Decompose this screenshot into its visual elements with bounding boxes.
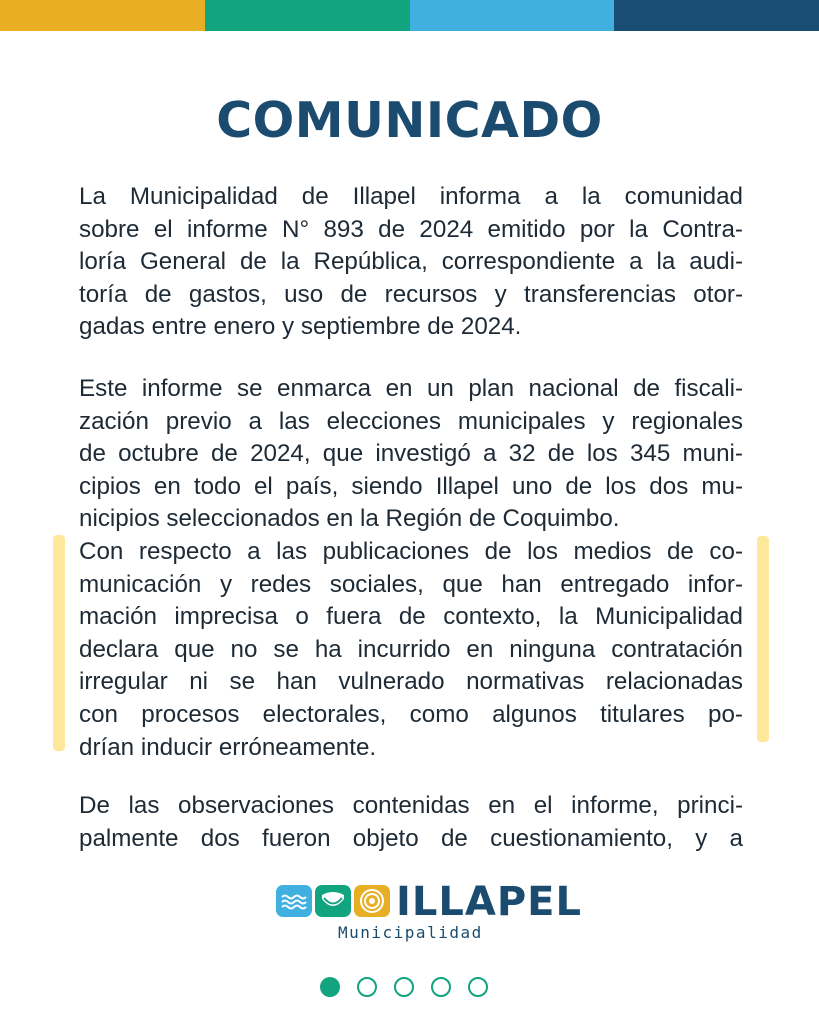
text-line: nicipios seleccionados en la Región de Coquimbo. — [79, 505, 620, 533]
text-line: toría de gastos, uso de recursos y transferencias otor- — [79, 280, 743, 308]
illapel-logo — [276, 879, 582, 944]
text-line: loría General de la República, correspondiente a la audi- — [79, 248, 743, 276]
logo-wordmark: ILLAPEL — [396, 879, 582, 925]
pagination-dot-1[interactable] — [320, 977, 340, 997]
text-line: drían inducir erróneamente. — [79, 733, 377, 761]
top-bar-segment-light-blue — [410, 0, 615, 31]
text-line: zación previo a las elecciones municipales y regionales — [79, 407, 743, 435]
logo-icons — [276, 885, 390, 917]
highlight-mark-left — [53, 535, 65, 751]
top-bar-segment-yellow — [0, 0, 205, 31]
pagination-dot-3[interactable] — [394, 977, 414, 997]
pagination-dot-2[interactable] — [357, 977, 377, 997]
page-title: COMUNICADO — [216, 92, 603, 149]
logo-subtitle: Municipalidad — [338, 923, 483, 942]
paragraph-context — [79, 373, 743, 764]
text-line: cipios en todo el país, siendo Illapel uno de los dos mu- — [79, 472, 743, 500]
top-color-bar — [0, 0, 819, 31]
sun-icon — [354, 885, 390, 917]
text-line: irregular ni se han vulnerado normativas relacionadas — [79, 668, 743, 696]
text-line: con procesos electorales, como algunos titulares po- — [79, 700, 743, 728]
text-line: Este informe se enmarca en un plan nacional de fiscali- — [79, 375, 743, 402]
text-line: municación y redes sociales, que han entregado infor- — [79, 570, 743, 598]
text-line: mación imprecisa o fuera de contexto, la Municipalidad — [79, 603, 743, 631]
text-line: La Municipalidad de Illapel informa a la comunidad — [79, 183, 743, 210]
text-line: palmente dos fueron objeto de cuestionamiento, y a — [79, 824, 743, 852]
text-line: Con respecto a las publicaciones de los medios de co- — [79, 537, 743, 565]
paragraph-intro — [79, 181, 743, 344]
text-line: gadas entre enero y septiembre de 2024. — [79, 313, 522, 341]
leaf-icon — [315, 885, 351, 917]
water-waves-icon — [276, 885, 312, 917]
text-line: sobre el informe N° 893 de 2024 emitido por la Contra- — [79, 215, 743, 243]
text-line: declara que no se ha incurrido en ninguna contratación — [79, 635, 743, 663]
highlight-mark-right — [757, 536, 769, 742]
carousel-pagination — [320, 977, 488, 997]
pagination-dot-5[interactable] — [468, 977, 488, 997]
text-line: De las observaciones contenidas en el informe, princi- — [79, 792, 743, 819]
top-bar-segment-green — [205, 0, 410, 31]
top-bar-segment-navy — [614, 0, 819, 31]
pagination-dot-4[interactable] — [431, 977, 451, 997]
text-line: de octubre de 2024, que investigó a 32 de los 345 muni- — [79, 440, 743, 468]
paragraph-observations — [79, 790, 743, 855]
